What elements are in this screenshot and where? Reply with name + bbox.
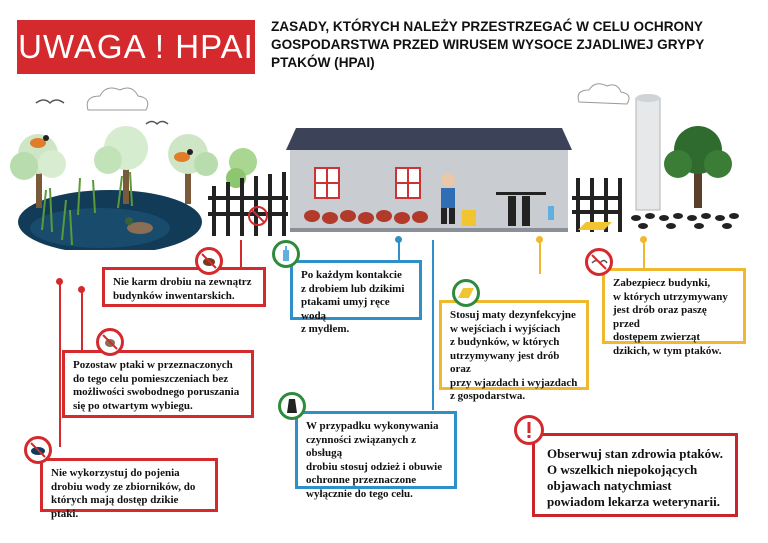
- rule-line: przy wjazdach i wyjazdach: [450, 376, 578, 389]
- cloud-icon: [578, 84, 629, 104]
- page-title: [271, 18, 741, 72]
- leader-dot: [56, 278, 63, 285]
- rule-line: objawach natychmiast: [547, 478, 672, 493]
- title-line: ZASADY, KTÓRYCH NALEŻY PRZESTRZEGAĆ W CELU OCHRONY: [271, 19, 703, 34]
- rule-box-confinement: [62, 350, 254, 418]
- tree-icon: [168, 134, 218, 204]
- disinfectant-bottle-icon: [548, 206, 554, 220]
- leader-dot: [536, 236, 543, 243]
- rule-line: z budynków, w których: [450, 336, 560, 348]
- bucket-icon: [462, 210, 476, 226]
- disinfection-mat-icon: [452, 279, 480, 307]
- rule-line: Stosuj maty dezynfekcyjne: [450, 309, 576, 321]
- rule-line: Obserwuj stan zdrowia ptaków.: [547, 446, 724, 461]
- fence: [208, 172, 288, 236]
- rule-box-secure-buildings: [602, 268, 746, 357]
- no-free-range-icon: [96, 328, 124, 356]
- rule-line: z mydłem.: [301, 323, 350, 335]
- rule-box-disinfection-mats: [439, 300, 589, 402]
- leader-dot: [395, 236, 402, 243]
- rule-line: z gospodarstwa.: [450, 390, 526, 402]
- rule-line: dostępem zwierząt: [613, 331, 701, 343]
- leader-line: [539, 240, 541, 274]
- badge-text: UWAGA ! HPAI: [18, 28, 254, 65]
- rule-box-clothing: [295, 411, 457, 500]
- rule-line: utrzymywany jest drób oraz: [450, 349, 560, 375]
- flying-bird-icon: [36, 100, 64, 103]
- tree-icon: [664, 126, 732, 208]
- rule-line: możliwości swobodnego poruszania: [73, 386, 240, 398]
- rule-box-water: [40, 458, 218, 520]
- rule-line: Nie wykorzystuj do pojenia: [51, 467, 180, 479]
- rule-line: budynków inwentarskich.: [113, 289, 235, 302]
- rule-line: do tego celu pomieszczeniach bez: [73, 372, 229, 385]
- rule-line: z drobiem lub dzikimi: [301, 282, 405, 295]
- rule-box-feeding: [102, 267, 266, 307]
- stones: [631, 213, 739, 229]
- rule-line: w których utrzymywany: [613, 290, 728, 303]
- rule-line: się po otwartym wybiegu.: [73, 399, 193, 412]
- rule-line: Pozostaw ptaki w przeznaczonych: [73, 359, 233, 371]
- title-line: PTAKÓW (HPAI): [271, 55, 375, 70]
- soap-icon: [272, 240, 300, 268]
- rule-line: ptakami umyj ręce wodą: [301, 296, 390, 322]
- farm-illustration: [0, 80, 768, 250]
- rule-line: w wejściach i wyjściach: [450, 322, 561, 335]
- rule-line: O wszelkich niepokojących: [547, 462, 698, 477]
- no-wild-birds-icon: [585, 248, 613, 276]
- exclamation-icon: [514, 415, 544, 445]
- rule-line: powiadom lekarza weterynarii.: [547, 494, 720, 509]
- rule-line: Po każdym kontakcie: [301, 269, 402, 281]
- rule-box-health-monitoring: [532, 433, 738, 517]
- no-pond-water-icon: [24, 436, 52, 464]
- no-bird-feeding-icon: [195, 247, 223, 275]
- rule-line: jest drób oraz paszę przed: [613, 304, 707, 330]
- flying-bird-icon: [146, 122, 168, 125]
- rule-line: dzikich, w tym ptaków.: [613, 344, 722, 357]
- leader-line: [59, 282, 61, 447]
- rule-line: Zabezpiecz budynki,: [613, 277, 711, 289]
- protective-apron-icon: [278, 392, 306, 420]
- rule-box-hand-washing: [290, 260, 422, 335]
- title-line: GOSPODARSTWA PRZED WIRUSEM WYSOCE ZJADLIWEJ GRYPY: [271, 37, 705, 52]
- rule-line: drobiu wody ze zbiorników, do: [51, 480, 196, 493]
- rule-line: drobiu stosuj odzież i obuwie: [306, 460, 443, 473]
- silo-icon: [636, 94, 660, 210]
- leader-dot: [78, 286, 85, 293]
- leader-dot: [640, 236, 647, 243]
- leader-line: [240, 240, 242, 268]
- leader-line: [81, 290, 83, 350]
- leader-line: [643, 240, 645, 268]
- leader-line: [432, 240, 434, 410]
- rule-line: wyłącznie do tego celu.: [306, 487, 413, 500]
- cloud-icon: [87, 88, 148, 110]
- rule-line: W przypadku wykonywania: [306, 420, 439, 432]
- rule-line: ochronne przeznaczone: [306, 474, 417, 486]
- rule-line: czynności związanych z obsługą: [306, 433, 416, 459]
- uwaga-hpai-badge: [17, 20, 255, 74]
- poultry-barn: [286, 128, 572, 232]
- rule-line: których mają dostęp dzikie ptaki.: [51, 494, 179, 520]
- rule-line: Nie karm drobiu na zewnątrz: [113, 276, 252, 288]
